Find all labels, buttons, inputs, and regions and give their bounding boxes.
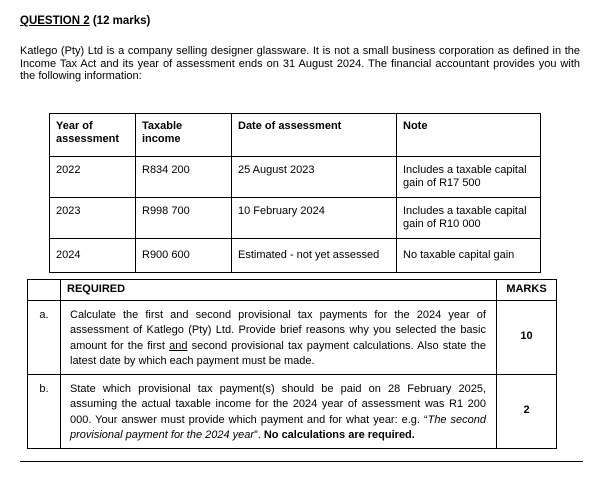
question-number: QUESTION 2 <box>20 15 90 27</box>
cell-year: 2023 <box>50 198 136 239</box>
table-row <box>50 198 541 239</box>
cell-income: R900 600 <box>136 239 232 273</box>
cell-date: 10 February 2024 <box>232 198 397 239</box>
cell-note: Includes a taxable capital gain of R10 000 <box>397 198 541 239</box>
required-table <box>27 279 557 449</box>
question-marks: (12 marks) <box>89 15 151 27</box>
cell-income: R834 200 <box>136 157 232 198</box>
table-row <box>50 157 541 198</box>
required-item-b <box>28 374 557 448</box>
cell-date: Estimated - not yet assessed <box>232 239 397 273</box>
cell-note: No taxable capital gain <box>397 239 541 273</box>
marks-heading: MARKS <box>497 280 557 301</box>
cell-income: R998 700 <box>136 198 232 239</box>
table-header-row <box>50 114 541 157</box>
header-date: Date of assessment <box>232 114 397 157</box>
required-header-row <box>28 280 557 301</box>
required-heading: REQUIRED <box>61 280 497 301</box>
item-text: Calculate the first and second provisional tax payments for the 2024 year of assessment of Katlego (Pty) Ltd. Provide brief reasons why you selected the basic amount for the first and second provisional tax payment calculations. Also state the latest date by which each payment must be made. <box>61 300 497 374</box>
item-marks: 2 <box>497 374 557 448</box>
intro-paragraph: Katlego (Pty) Ltd is a company selling designer glassware. It is not a small business corporation as defined in the Income Tax Act and its year of assessment ends on 31 August 2024. The financial accountant provides you with the following information: <box>20 45 580 82</box>
item-text: State which provisional tax payment(s) should be paid on 28 February 2025, assuming the actual taxable income for the 2024 year of assessment was R1 200 000. Your answer must provide which payment and for what year: e.g. “The second provisional payment for the 2024 year”. No calculations are required. <box>61 374 497 448</box>
blank-label-cell <box>28 280 61 301</box>
cell-year: 2022 <box>50 157 136 198</box>
item-marks: 10 <box>497 300 557 374</box>
header-note: Note <box>397 114 541 157</box>
header-taxable-income: Taxable income <box>136 114 232 157</box>
item-label: b. <box>28 374 61 448</box>
table-row <box>50 239 541 273</box>
cell-note: Includes a taxable capital gain of R17 500 <box>397 157 541 198</box>
header-year: Year of assessment <box>50 114 136 157</box>
assessment-info-table <box>49 113 541 273</box>
item-label: a. <box>28 300 61 374</box>
required-item-a <box>28 300 557 374</box>
question-heading <box>20 15 150 27</box>
cell-year: 2024 <box>50 239 136 273</box>
bottom-divider <box>20 461 583 462</box>
cell-date: 25 August 2023 <box>232 157 397 198</box>
